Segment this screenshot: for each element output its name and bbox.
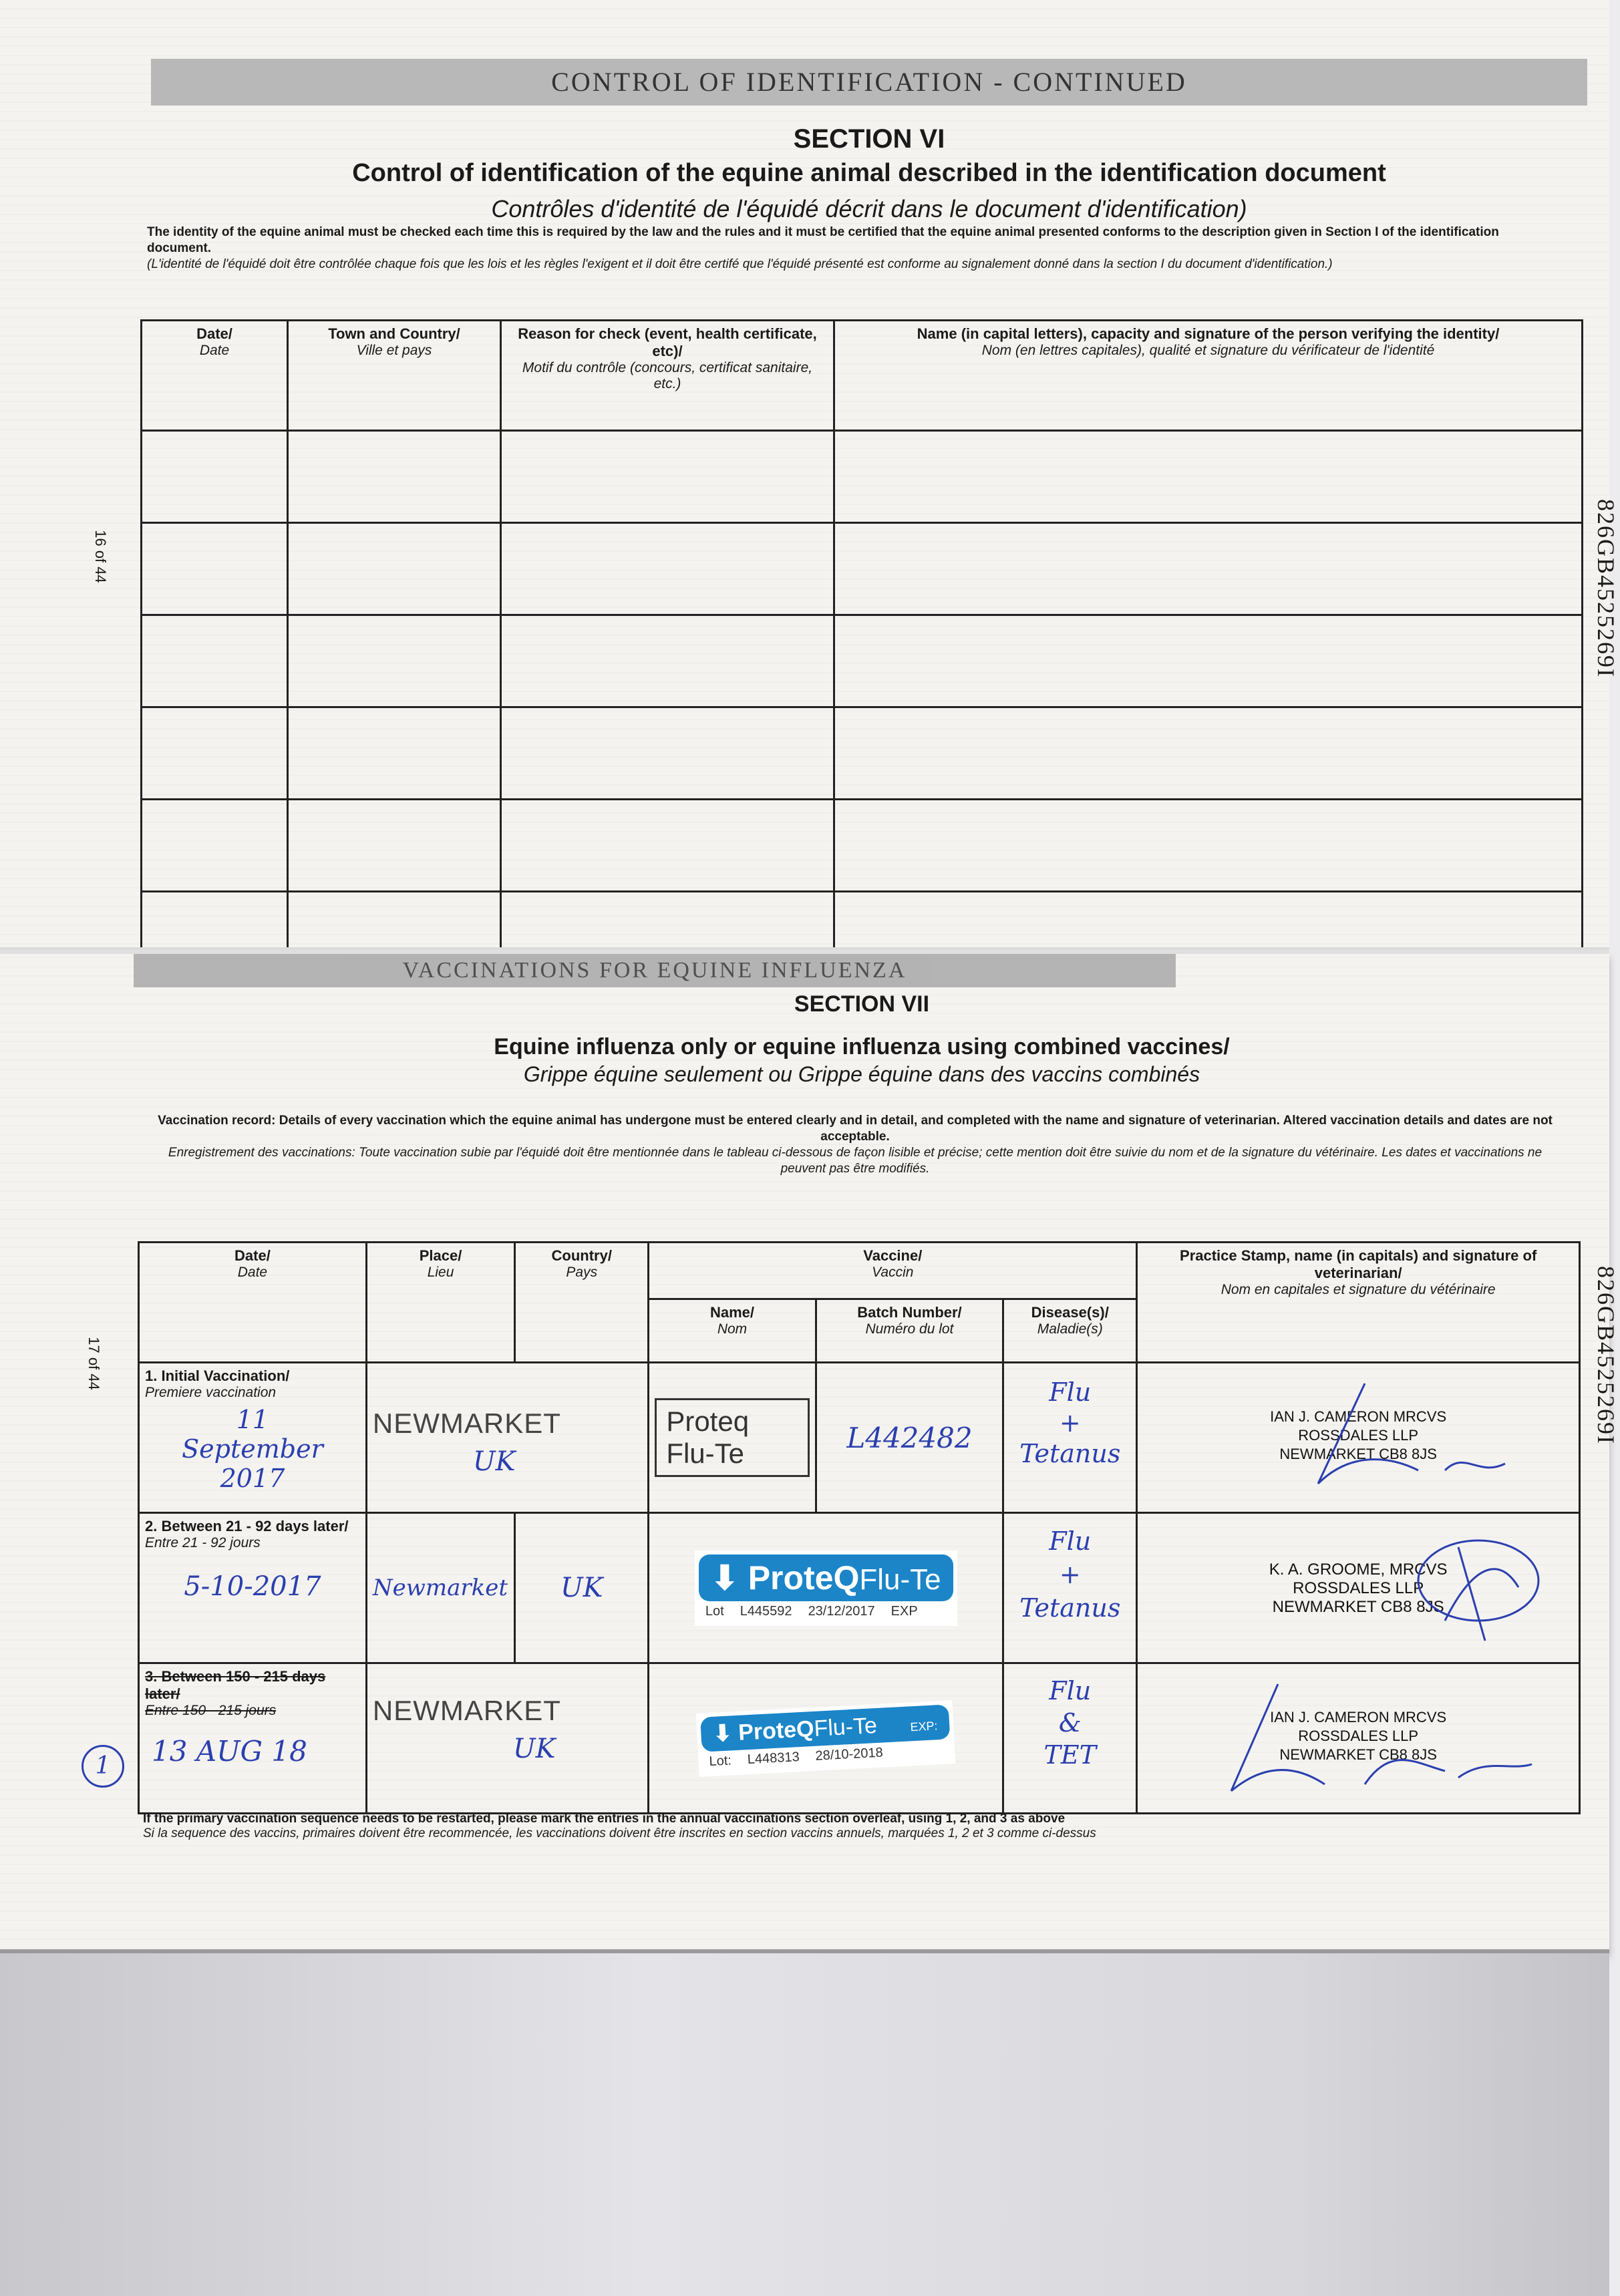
col-date: Date/ Date [139, 1243, 367, 1363]
handwritten-country: UK [560, 1573, 603, 1603]
vaccination-instructions [147, 1113, 1563, 1177]
vaccination-row-3 [139, 1663, 1580, 1814]
vet-stamp: K. A. GROOME, MRCVS ROSSDALES LLP NEWMARKET CB8 8JS [1269, 1561, 1448, 1616]
vaccine-name-stamp: Proteq Flu-Te [655, 1398, 809, 1477]
restart-sequence-mark: 1 [82, 1745, 124, 1788]
row-label: 2. Between 21 - 92 days later/ [145, 1518, 349, 1534]
vaccine-brand-label: ⬇ ProteQFlu-Te EXP: [700, 1704, 950, 1752]
handwritten-date: 13 AUG 18 [152, 1735, 307, 1768]
table-row [142, 707, 1583, 800]
vaccine-brand-label: ⬇ ProteQFlu-Te [699, 1554, 953, 1601]
vaccine-lot-info: Lot: L448313 28/10-2018 [702, 1739, 951, 1772]
vet-stamp: IAN J. CAMERON MRCVS ROSSDALES LLP NEWMARKET CB8 8JS [1270, 1408, 1447, 1462]
col-place: Place/ Lieu [366, 1243, 514, 1363]
col-vaccine-name: Name/ Nom [649, 1299, 816, 1363]
instructions-en: The identity of the equine animal must be checked each time this is required by the law and the rules and it must be certified that the equine animal presented conforms to the description given in Section I of the identification document. [147, 225, 1499, 255]
handwritten-place: Newmarket [372, 1575, 508, 1601]
vaccination-row-2 [139, 1513, 1580, 1663]
vaccine-label-sticker [696, 1700, 956, 1777]
row-label-fr: Premiere vaccination [145, 1385, 277, 1400]
col-town-country: Town and Country/ Ville et pays [288, 321, 501, 431]
place-stamp: NEWMARKET [372, 1695, 561, 1726]
vaccination-instructions-en: Details of every vaccination which the equine animal has undergone must be entered clearly and in detail, and completed with the name and signature of veterinarian. Altered vaccination details and dates are not acceptable. [279, 1114, 1553, 1144]
handwritten-date: 5-10-2017 [184, 1571, 321, 1602]
section-title: SECTION VII [794, 991, 930, 1017]
row-label-fr: Entre 21 - 92 jours [145, 1535, 261, 1550]
vaccine-lot-info: Lot L445592 23/12/2017 EXP [699, 1601, 953, 1622]
handwritten-batch: L442482 [846, 1421, 973, 1454]
page-number: 16 of 44 [92, 530, 109, 583]
vet-signature [1405, 1527, 1552, 1647]
footnote [143, 1812, 1546, 1841]
section-heading-fr: Contrôles d'identité de l'équidé décrit dans le document d'identification) [491, 195, 1247, 222]
row-label-fr: Entre 150 - 215 jours [145, 1703, 277, 1718]
col-reason: Reason for check (event, health certificate, etc)/ Motif du contrôle (concours, certificat sanitaire, etc.) [501, 321, 834, 431]
section-banner: VACCINATIONS FOR EQUINE INFLUENZA [134, 954, 1176, 987]
drop-icon: ⬇ [710, 1559, 739, 1597]
table-row [142, 523, 1583, 615]
drop-icon: ⬇ [712, 1719, 733, 1747]
handwritten-disease: Flu + Tetanus [1019, 1377, 1121, 1468]
footnote-en: If the primary vaccination sequence needs to be restarted, please mark the entries in the annual vaccinations section overleaf, using 1, 2, and 3 as above [143, 1812, 1066, 1826]
section-banner: CONTROL OF IDENTIFICATION - CONTINUED [151, 59, 1587, 106]
row-label: 3. Between 150 - 215 days later/ [145, 1668, 326, 1702]
vaccination-instructions-fr: Enregistrement des vaccinations: Toute vaccination subie par l'équidé doit être mentionnée dans le tableau ci-dessous de façon lisible et précise; cette mention doit être suivie du nom et de la signature du vétérinaire. Les dates et vaccinations ne peuvent pas être modifiés. [168, 1146, 1543, 1176]
col-verifier: Name (in capital letters), capacity and signature of the person verifying the identity/ Nom (en lettres capitales), qualité et signature du vérificateur de l'identité [834, 321, 1583, 431]
col-vaccine: Vaccine/ Vaccin [649, 1243, 1137, 1299]
vaccine-label-sticker [695, 1550, 957, 1626]
section-heading: Control of identification of the equine animal described in the identification document [352, 159, 1386, 187]
footnote-fr: Si la sequence des vaccins, primaires doivent être recommencée, les vaccinations doivent être inscrites en section vaccins annuels, marquées 1, 2 et 3 comme ci-dessus [143, 1826, 1096, 1840]
page-17 [0, 954, 1619, 1953]
vaccination-table [138, 1241, 1581, 1814]
handwritten-disease: Flu + Tetanus [1019, 1526, 1121, 1623]
vet-stamp: IAN J. CAMERON MRCVS ROSSDALES LLP NEWMARKET CB8 8JS [1270, 1709, 1447, 1763]
vet-signature [1164, 1671, 1538, 1804]
table-row [142, 615, 1583, 707]
identification-check-table [140, 319, 1583, 985]
document-side-code: 826GB4525269I [1593, 499, 1619, 678]
page-16 [0, 0, 1619, 954]
col-practice-stamp: Practice Stamp, name (in capitals) and signature of veterinarian/ Nom en capitales et signature du vétérinaire [1137, 1243, 1580, 1363]
section-heading: Equine influenza only or equine influenza using combined vaccines/ [494, 1034, 1230, 1059]
col-batch-number: Batch Number/ Numéro du lot [816, 1299, 1003, 1363]
handwritten-disease: Flu & TET [1043, 1676, 1096, 1770]
instructions [147, 224, 1563, 273]
document-side-code: 826GB4525269I [1593, 1266, 1619, 1445]
handwritten-country: UK [472, 1446, 516, 1477]
vet-signature [1218, 1370, 1538, 1497]
handwritten-country: UK [512, 1734, 556, 1764]
place-stamp: NEWMARKET [372, 1408, 561, 1439]
section-heading-fr: Grippe équine seulement ou Grippe équine dans des vaccins combinés [523, 1062, 1200, 1086]
table-row [142, 431, 1583, 523]
vaccination-row-1 [139, 1363, 1580, 1513]
row-label: 1. Initial Vaccination/ [145, 1367, 290, 1384]
page-number: 17 of 44 [85, 1337, 102, 1390]
background-surface [0, 1953, 1609, 2296]
col-country: Country/ Pays [515, 1243, 649, 1363]
table-row [142, 800, 1583, 892]
instructions-fr: (L'identité de l'équidé doit être contrôlée chaque fois que les lois et les règles l'exigent et il doit être certifé que l'équidé présenté est conforme au signalement donné dans la section I du document d'identification.) [147, 257, 1333, 271]
col-date: Date/ Date [142, 321, 288, 431]
section-title: SECTION VI [793, 124, 945, 154]
handwritten-date: 11 September 2017 [182, 1405, 323, 1493]
col-disease: Disease(s)/ Maladie(s) [1003, 1299, 1137, 1363]
vaccination-record-label: Vaccination record: [158, 1114, 276, 1128]
